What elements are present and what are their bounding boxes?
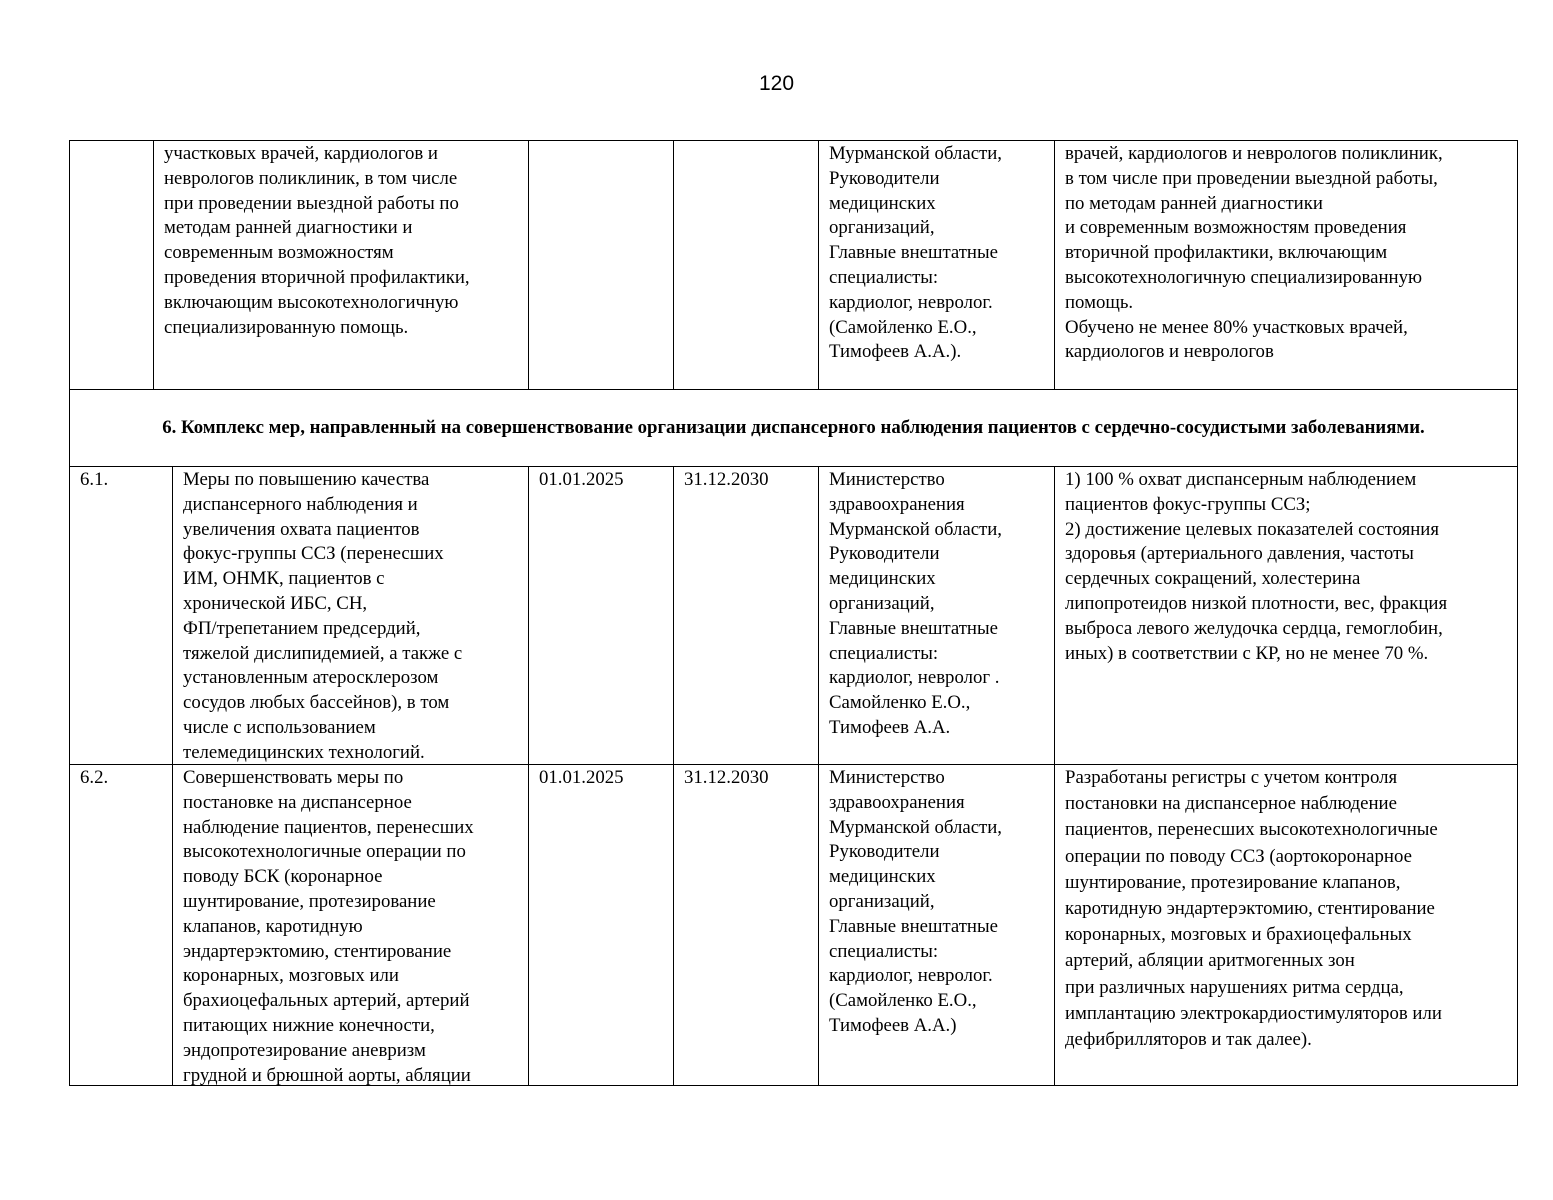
row-number-cell: 6.2.: [69, 764, 173, 1086]
start-date-cell: 01.01.2025: [528, 466, 674, 765]
measure-cell: участковых врачей, кардиологов и неврологов поликлиник, в том числе при проведении выездной работы по методам ранней диагностики и современным возможностям проведения вторичной профилактики, включающим высокотехнологичную специализированную помощь.: [153, 140, 529, 390]
responsible-cell: Министерство здравоохранения Мурманской области, Руководители медицинских организаций, Главные внештатные специалисты: кардиолог, невролог. (Самойленко Е.О., Тимофеев А.А.): [818, 764, 1055, 1086]
measure-cell: Совершенствовать меры по постановке на диспансерное наблюдение пациентов, перенесших высокотехнологичные операции по поводу БСК (коронарное шунтирование, протезирование клапанов, каротидную эндартерэктомию, стентирование коронарных, мозговых или брахиоцефальных артерий, артерий питающих нижние конечности, эндопротезирование аневризм грудной и брюшной аорты, абляции: [172, 764, 529, 1086]
start-date-cell: 01.01.2025: [528, 764, 674, 1086]
measure-cell: Меры по повышению качества диспансерного наблюдения и увеличения охвата пациентов фокус-группы ССЗ (перенесших ИМ, ОНМК, пациентов с хронической ИБС, СН, ФП/трепетанием предсердий, тяжелой дислипидемией, а также с установленным атеросклерозом сосудов любых бассейнов), в том числе с использованием телемедицинских технологий.: [172, 466, 529, 765]
result-cell: врачей, кардиологов и неврологов поликлиник, в том числе при проведении выездной работы, по методам ранней диагностики и современным возможностям проведения вторичной профилактики, включающим высокотехнологичную специализированную помощь. Обучено не менее 80% участковых врачей, кардиологов и неврологов: [1054, 140, 1518, 390]
section-heading: 6. Комплекс мер, направленный на совершенствование организации диспансерного наблюдения пациентов с сердечно-сосудистыми заболеваниями.: [69, 389, 1518, 467]
responsible-cell: Министерство здравоохранения Мурманской области, Руководители медицинских организаций, Главные внештатные специалисты: кардиолог, невролог . Самойленко Е.О., Тимофеев А.А.: [818, 466, 1055, 765]
end-date-cell: [673, 140, 819, 390]
page-number: 120: [758, 72, 795, 95]
end-date-cell: 31.12.2030: [673, 764, 819, 1086]
result-cell: Разработаны регистры с учетом контроля постановки на диспансерное наблюдение пациентов, перенесших высокотехнологичные операции по поводу ССЗ (аортокоронарное шунтирование, протезирование клапанов, каротидную эндартерэктомию, стентирование коронарных, мозговых и брахиоцефальных артерий, абляции аритмогенных зон при различных нарушениях ритма сердца, имплантацию электрокардиостимуляторов или дефибрилляторов и так далее).: [1054, 764, 1518, 1086]
row-number-cell: [69, 140, 154, 390]
row-number-cell: 6.1.: [69, 466, 173, 765]
start-date-cell: [528, 140, 674, 390]
result-cell: 1) 100 % охват диспансерным наблюдением пациентов фокус-группы ССЗ; 2) достижение целевых показателей состояния здоровья (артериального давления, частоты сердечных сокращений, холестерина липопротеидов низкой плотности, вес, фракция выброса левого желудочка сердца, гемоглобин, иных) в соответствии с КР, но не менее 70 %.: [1054, 466, 1518, 765]
end-date-cell: 31.12.2030: [673, 466, 819, 765]
responsible-cell: Мурманской области, Руководители медицинских организаций, Главные внештатные специалисты: кардиолог, невролог. (Самойленко Е.О., Тимофеев А.А.).: [818, 140, 1055, 390]
